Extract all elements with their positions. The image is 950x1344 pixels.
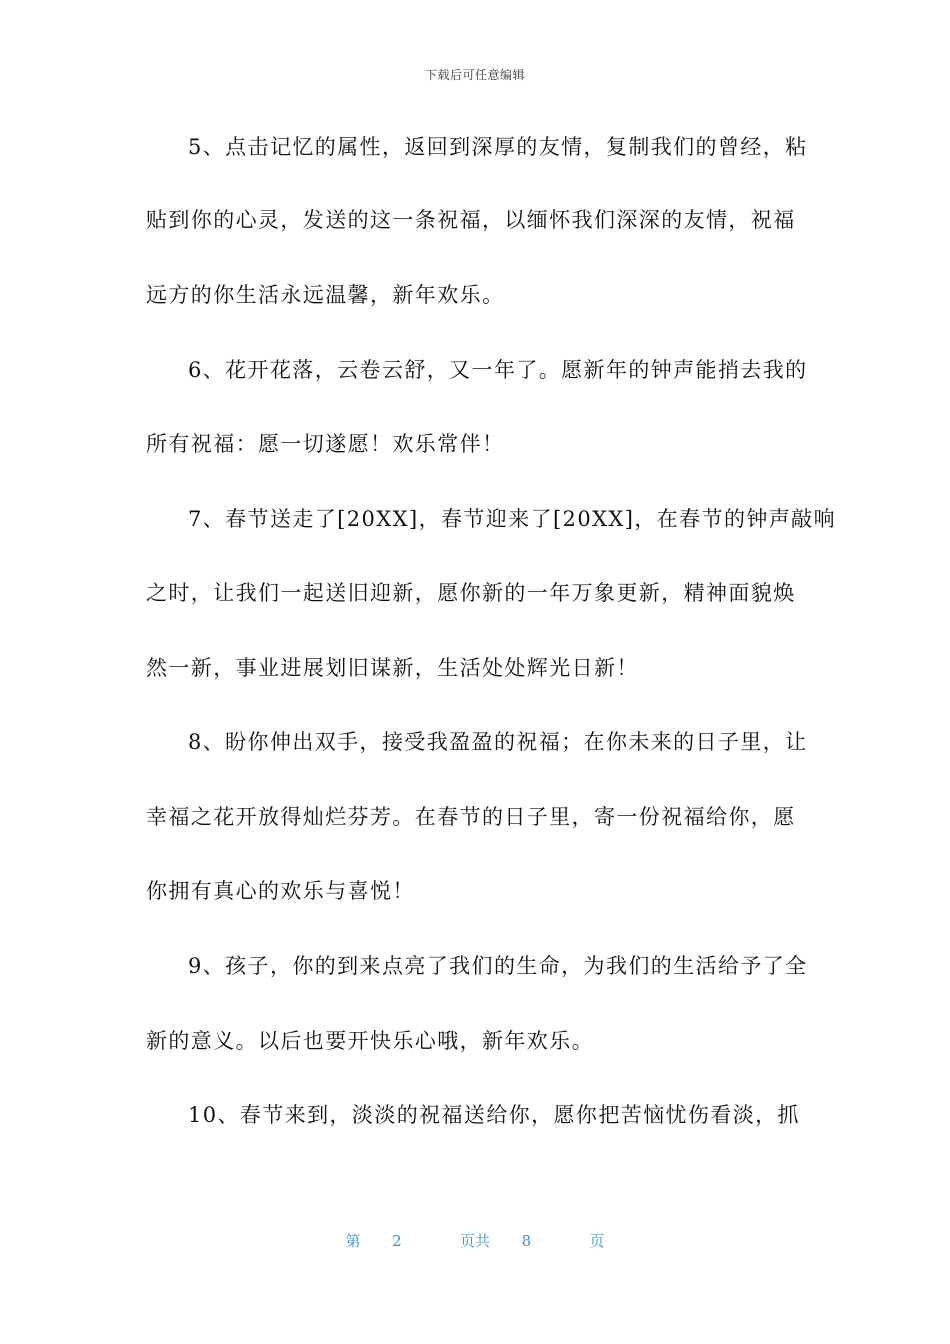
footer-current-page: 2 [392,1232,402,1250]
paragraph-7-line-3: 然一新，事业进展划旧谋新，生活处处辉光日新！ [146,656,639,680]
paragraph-6-line-2: 所有祝福：愿一切遂愿！欢乐常伴！ [146,432,505,456]
footer-total-pages: 8 [521,1232,532,1250]
paragraph-5-line-1: 5、点击记忆的属性，返回到深厚的友情，复制我们的曾经，粘 [188,135,808,159]
paragraph-7-line-2: 之时，让我们一起送旧迎新，愿你新的一年万象更新，精神面貌焕 [146,581,796,605]
paragraph-5-line-2: 贴到你的心灵，发送的这一条祝福，以缅怀我们深深的友情，祝福 [146,208,796,232]
paragraph-7-line-1: 7、春节送走了[20XX]，春节迎来了[20XX]，在春节的钟声敲响 [188,507,836,531]
paragraph-8-line-3: 你拥有真心的欢乐与喜悦！ [146,879,415,903]
paragraph-5-line-3: 远方的你生活永远温馨，新年欢乐。 [146,283,505,307]
footer-label-of: 页共 [459,1232,490,1250]
page-footer [0,1230,950,1251]
paragraph-8-line-1: 8、盼你伸出双手，接受我盈盈的祝福；在你未来的日子里，让 [188,730,808,754]
footer-label-page: 第 [345,1232,361,1250]
header-note: 下载后可任意编辑 [424,68,525,82]
footer-label-pages: 页 [589,1232,605,1250]
paragraph-6-line-1: 6、花开花落，云卷云舒，又一年了。愿新年的钟声能捎去我的 [188,358,808,382]
paragraph-10-line-1: 10、春节来到，淡淡的祝福送给你，愿你把苦恼忧伤看淡，抓 [188,1103,800,1127]
paragraph-9-line-2: 新的意义。以后也要开快乐心哦，新年欢乐。 [146,1029,594,1053]
paragraph-9-line-1: 9、孩子，你的到来点亮了我们的生命，为我们的生活给予了全 [188,954,808,978]
paragraph-8-line-2: 幸福之花开放得灿烂芬芳。在春节的日子里，寄一份祝福给你，愿 [146,805,796,829]
